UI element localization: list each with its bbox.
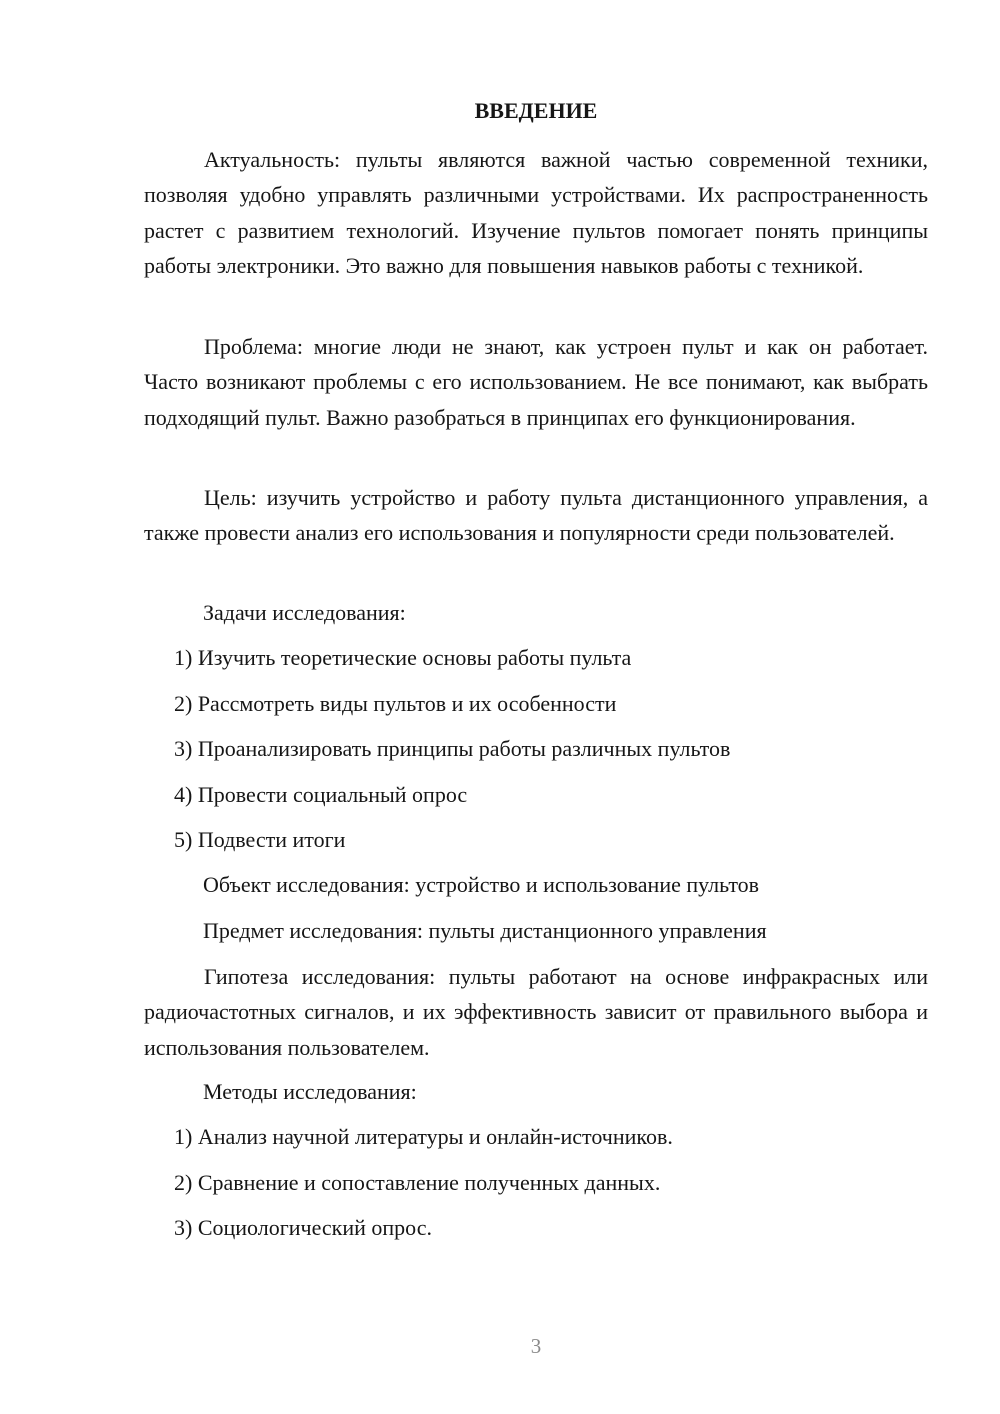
list-item: 5) Подвести итоги bbox=[174, 827, 346, 852]
subject-line: Предмет исследования: пульты дистанционного управления bbox=[203, 918, 767, 943]
problem-paragraph: Проблема: многие люди не знают, как устроен пульт и как он работает. Часто возникают проблемы с его использованием. Не все понимают, как выбрать подходящий пульт. Важно разобраться в принципах его функционирования. bbox=[144, 334, 928, 430]
list-item: 1) Анализ научной литературы и онлайн-источников. bbox=[174, 1124, 673, 1149]
tasks-heading: Задачи исследования: bbox=[203, 600, 406, 625]
list-item: 4) Провести социальный опрос bbox=[174, 781, 468, 807]
list-item: 2) Рассмотреть виды пультов и их особенности bbox=[174, 690, 617, 716]
relevance-paragraph: Актуальность: пульты являются важной частью современной техники, позволяя удобно управлять различными устройствами. Их распространенность растет с развитием технологий. Изучение пультов помогает понять принципы работы электроники. Это важно для повышения навыков работы с техникой. bbox=[144, 147, 928, 278]
methods-heading: Методы исследования: bbox=[203, 1079, 417, 1104]
object-line: Объект исследования: устройство и использование пультов bbox=[203, 872, 760, 897]
list-item: 2) Сравнение и сопоставление полученных данных. bbox=[174, 1169, 661, 1195]
goal-paragraph: Цель: изучить устройство и работу пульта дистанционного управления, а также провести анализ его использования и популярности среди пользователей. bbox=[144, 485, 928, 546]
hypothesis-paragraph: Гипотеза исследования: пульты работают на основе инфракрасных или радиочастотных сигналов, и их эффективность зависит от правильного выбора и использования пользователем. bbox=[144, 964, 928, 1060]
tasks-list bbox=[174, 643, 928, 871]
list-item: 1) Изучить теоретические основы работы пульта bbox=[174, 645, 632, 670]
list-item: 3) Проанализировать принципы работы различных пультов bbox=[174, 736, 731, 761]
page-number: 3 bbox=[530, 1334, 542, 1358]
page-title: ВВЕДЕНИЕ bbox=[474, 98, 598, 123]
methods-list bbox=[174, 1122, 928, 1259]
list-item: 3) Социологический опрос. bbox=[174, 1215, 432, 1240]
